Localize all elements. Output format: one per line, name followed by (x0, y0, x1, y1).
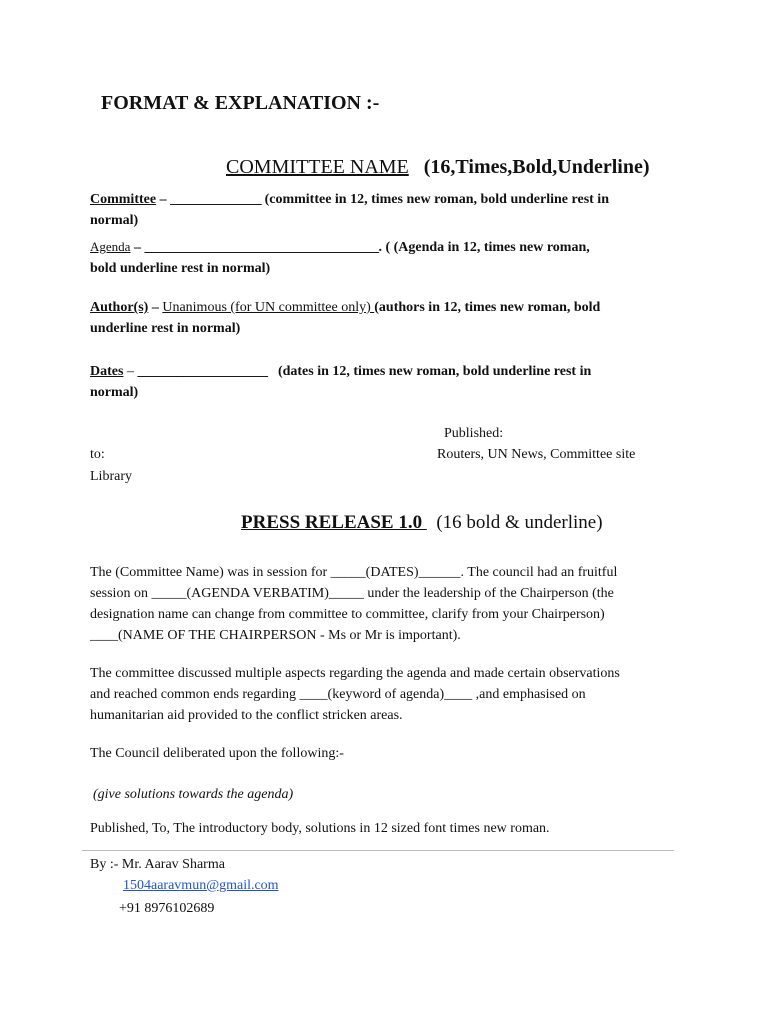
paragraph-line: humanitarian aid provided to the conflict stricken areas. (90, 708, 403, 723)
dates-field (90, 361, 675, 403)
authors-dash: – (148, 300, 163, 315)
agenda-label: Agenda (90, 239, 131, 254)
dates-blank: ____________________ (137, 364, 268, 379)
press-release-heading: PRESS RELEASE 1.0 (241, 512, 427, 533)
press-release-format-note: (16 bold & underline) (436, 512, 603, 533)
authors-value: Unanimous (for UN committee only) (162, 300, 375, 315)
footer-divider (82, 850, 674, 851)
paragraph-line: designation name can change from committee to committee, clarify from your Chairperson) (90, 607, 605, 622)
font-instruction-line: Published, To, The introductory body, solutions in 12 sized font times new roman. (90, 821, 550, 836)
paragraph-line: The committee discussed multiple aspects regarding the agenda and made certain observations (90, 666, 620, 681)
committee-title (226, 156, 650, 179)
agenda-field (90, 236, 675, 279)
committee-title-format-note: (16,Times,Bold,Underline) (423, 156, 650, 178)
dates-format-note: (dates in 12, times new roman, bold underline rest in (277, 364, 592, 379)
dates-format-note-cont: normal) (90, 385, 139, 400)
session-paragraph (90, 562, 675, 646)
to-label: to: (90, 447, 105, 462)
paragraph-line: ____(NAME OF THE CHAIRPERSON - Ms or Mr is important). (90, 628, 461, 643)
solutions-hint: (give solutions towards the agenda) (93, 787, 294, 802)
authors-label: Author(s) (90, 300, 149, 315)
authors-format-note: (authors in 12, times new roman, bold (374, 300, 601, 315)
authors-field (90, 297, 675, 339)
committee-format-note-cont: normal) (90, 213, 139, 228)
document-heading: FORMAT & EXPLANATION :- (101, 92, 380, 114)
paragraph-line: The (Committee Name) was in session for _____(DATES)______. The council had an fruitful (90, 565, 618, 580)
committee-format-note: (committee in 12, times new roman, bold underline rest in (264, 192, 609, 207)
agenda-blank: ____________________________________ (144, 240, 379, 255)
press-release-title (241, 512, 603, 534)
agenda-format-note-cont: bold underline rest in normal) (90, 261, 271, 276)
paragraph-line: and reached common ends regarding ____(keyword of agenda)____ ,and emphasised on (90, 687, 586, 702)
committee-field (90, 189, 675, 231)
to-value: Library (90, 469, 132, 484)
authors-format-note-cont: underline rest in normal) (90, 321, 241, 336)
published-label: Published: (444, 426, 504, 441)
author-by-line: By :- Mr. Aarav Sharma (90, 857, 225, 872)
agenda-dash: – (130, 240, 145, 255)
deliberation-line: The Council deliberated upon the following:- (90, 746, 344, 761)
agenda-format-note: . ( (Agenda in 12, times new roman, (378, 240, 590, 255)
author-email-link[interactable]: 1504aaravmun@gmail.com (123, 878, 279, 893)
dates-dash: – (123, 364, 138, 379)
committee-blank: ______________ (170, 192, 262, 207)
committee-label: Committee (90, 192, 157, 207)
paragraph-line: session on _____(AGENDA VERBATIM)_____ under the leadership of the Chairperson (the (90, 586, 614, 601)
committee-name-placeholder: COMMITTEE NAME (226, 156, 409, 178)
dates-label: Dates (90, 364, 124, 379)
author-phone: +91 8976102689 (119, 901, 215, 916)
discussion-paragraph (90, 663, 675, 726)
committee-dash: – (156, 192, 171, 207)
published-value: Routers, UN News, Committee site (437, 447, 636, 462)
